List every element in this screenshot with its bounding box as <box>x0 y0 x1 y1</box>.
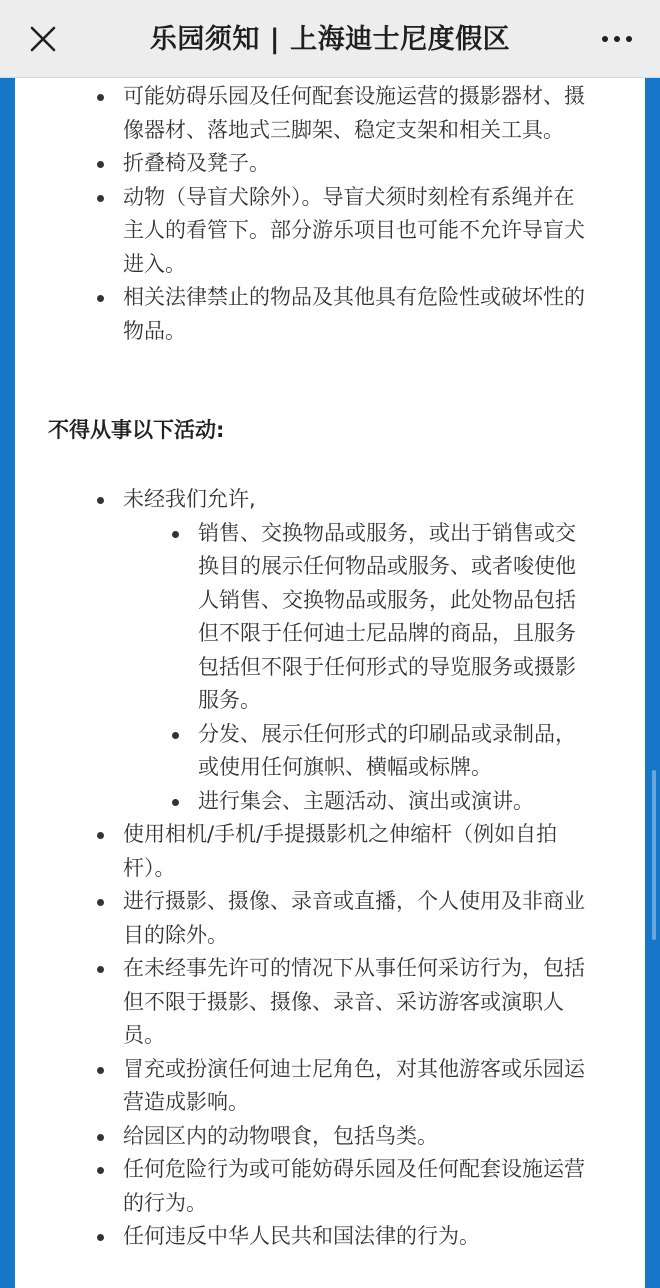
list-item: 进行摄影、摄像、录音或直播，个人使用及非商业目的除外。 <box>123 885 593 952</box>
page-title: 乐园须知 | 上海迪士尼度假区 <box>149 24 511 55</box>
article-content[interactable] <box>15 78 645 1288</box>
more-button[interactable] <box>592 14 642 64</box>
list-item: 任何违反中华人民共和国法律的行为。 <box>123 1220 593 1254</box>
list-item: 可能妨碍乐园及任何配套设施运营的摄影器材、摄像器材、落地式三脚架、稳定支架和相关工具。 <box>123 80 593 147</box>
list-item <box>123 483 593 818</box>
sub-list <box>198 517 593 819</box>
list-item: 任何危险行为或可能妨碍乐园及任何配套设施运营的行为。 <box>123 1153 593 1220</box>
list-item: 使用相机/手机/手提摄影机之伸缩杆（例如自拍杆）。 <box>123 818 593 885</box>
close-button[interactable] <box>18 14 68 64</box>
list-item: 相关法律禁止的物品及其他具有危险性或破坏性的物品。 <box>123 281 593 348</box>
list-item: 冒充或扮演任何迪士尼角色，对其他游客或乐园运营造成影响。 <box>123 1053 593 1120</box>
sub-list-item: 销售、交换物品或服务，或出于销售或交换目的展示任何物品或服务、或者唆使他人销售、交换物品或服务，此处物品包括但不限于任何迪士尼品牌的商品，且服务包括但不限于任何形式的导览服务或摄影服务。 <box>198 517 578 718</box>
sub-list-item: 分发、展示任何形式的印刷品或录制品，或使用任何旗帜、横幅或标牌。 <box>198 718 578 785</box>
title-bar <box>0 0 660 78</box>
list-item: 给园区内的动物喂食，包括鸟类。 <box>123 1120 593 1154</box>
scrollbar[interactable] <box>652 770 656 940</box>
more-icon <box>599 36 635 42</box>
prohibited-items-list <box>123 80 593 348</box>
list-item-text: 未经我们允许, <box>123 487 256 511</box>
prohibited-activities-list <box>123 483 593 1254</box>
sub-list-item: 进行集会、主题活动、演出或演讲。 <box>198 785 578 819</box>
list-item: 折叠椅及凳子。 <box>123 147 593 181</box>
close-icon <box>28 24 58 54</box>
list-item: 动物（导盲犬除外）。导盲犬须时刻栓有系绳并在主人的看管下。部分游乐项目也可能不允许导盲犬进入。 <box>123 181 593 282</box>
section-heading: 不得从事以下活动: <box>48 418 225 442</box>
list-item: 在未经事先许可的情况下从事任何采访行为，包括但不限于摄影、摄像、录音、采访游客或演职人员。 <box>123 952 593 1053</box>
